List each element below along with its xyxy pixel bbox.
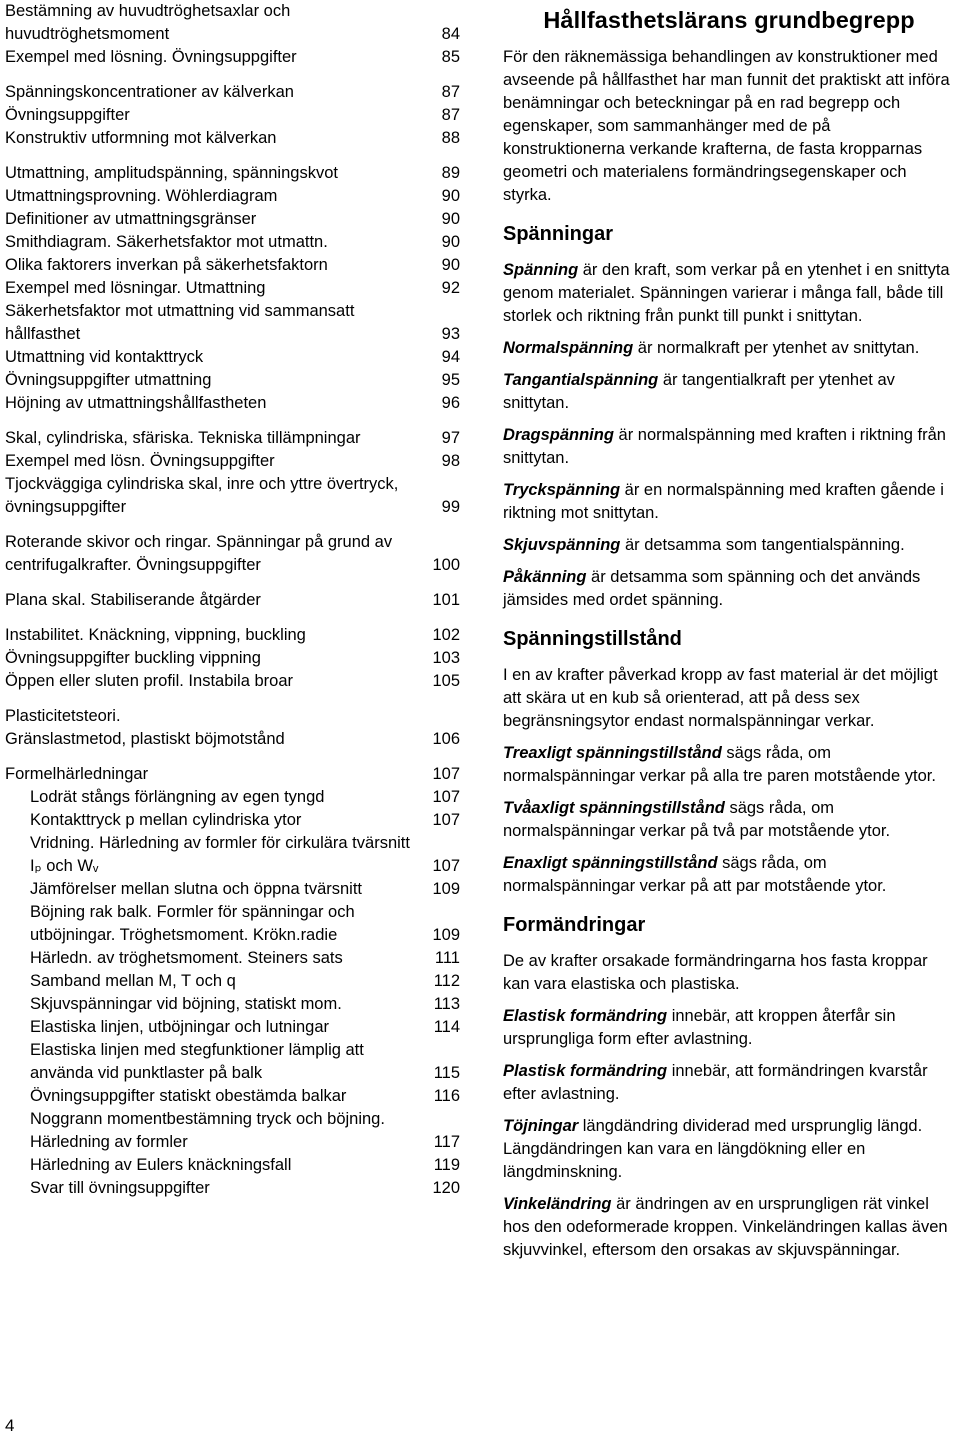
toc-entry — [5, 277, 465, 300]
toc-entry-title: Olika faktorers inverkan på säkerhetsfaktorn — [5, 256, 328, 274]
defined-term: Enaxligt spänningstillstånd — [503, 854, 718, 872]
toc-entry-title: Instabilitet. Knäckning, vippning, buckling — [5, 626, 306, 644]
toc-entry-page: 119 — [433, 1156, 460, 1174]
toc-entry — [5, 0, 465, 46]
definition-text: längdändring dividerad med ursprunglig längd. Längdändringen kan vara en längdökning eller en längdminskning. — [503, 1117, 923, 1181]
toc-entry-page: 114 — [433, 1018, 460, 1036]
defined-term: Tryckspänning — [503, 481, 621, 499]
defined-term: Tangantialspänning — [503, 371, 659, 389]
definition-text: är en normalspänning med kraften gående i riktning mot snittytan. — [503, 481, 944, 522]
toc-entry — [5, 346, 465, 369]
paragraph — [503, 1005, 955, 1051]
toc-entry-title: Övningsuppgifter buckling vippning — [5, 649, 261, 667]
toc-gap — [5, 693, 465, 705]
toc-entry-title: Jämförelser mellan slutna och öppna tvärsnitt — [30, 880, 362, 898]
toc-entry-page: 100 — [432, 556, 460, 574]
toc-entry-page: 85 — [441, 48, 460, 66]
toc-entry-title: Plasticitetsteori. — [5, 707, 121, 725]
toc-entry — [5, 231, 465, 254]
section-heading: Spänningar — [503, 223, 614, 245]
paragraph — [503, 1060, 955, 1106]
toc-entry — [5, 185, 465, 208]
toc-entry-page: 111 — [434, 949, 460, 967]
defined-term: Treaxligt spänningstillstånd — [503, 744, 722, 762]
toc-gap — [5, 415, 465, 427]
page-title: Hållfasthetslärans grundbegrepp — [543, 7, 915, 33]
toc-entry-title: Elastiska linjen, utböjningar och lutningar — [30, 1018, 330, 1036]
toc-entry — [5, 763, 465, 786]
defined-term: Skjuvspänning — [503, 536, 621, 554]
toc-entry-title: Härledn. av tröghetsmoment. Steiners sats — [30, 949, 343, 967]
toc-entry — [5, 832, 465, 878]
toc-entry — [5, 809, 465, 832]
paragraph — [503, 566, 955, 612]
toc-entry-title: Spänningskoncentrationer av kälverkan — [5, 83, 294, 101]
toc-entry-page: 93 — [441, 325, 460, 343]
toc-entry — [5, 705, 465, 728]
toc-entry-page: 109 — [432, 926, 460, 944]
text-column — [503, 0, 955, 1271]
toc-gap — [5, 577, 465, 589]
defined-term: Dragspänning — [503, 426, 614, 444]
toc-entry — [5, 300, 465, 346]
toc-entry — [5, 254, 465, 277]
toc-entry — [5, 473, 465, 519]
paragraph — [503, 852, 955, 898]
toc-entry-page: 112 — [433, 972, 460, 990]
toc-entry-page: 97 — [441, 429, 460, 447]
toc-entry — [5, 589, 465, 612]
toc-entry-page: 90 — [441, 187, 460, 205]
defined-term: Normalspänning — [503, 339, 634, 357]
paragraph: De av krafter orsakade formändringarna hos fasta kroppar kan vara elastiska och plastiska. — [503, 952, 928, 993]
toc-entry — [5, 993, 465, 1016]
toc-entry-title: Smithdiagram. Säkerhetsfaktor mot utmattn. — [5, 233, 328, 251]
toc-entry-page: 107 — [432, 857, 460, 875]
toc-entry — [5, 647, 465, 670]
defined-term: Tvåaxligt spänningstillstånd — [503, 799, 725, 817]
toc-entry-title: Skal, cylindriska, sfäriska. Tekniska tillämpningar — [5, 429, 361, 447]
toc-entry-page: 107 — [432, 788, 460, 806]
toc-entry — [5, 127, 465, 150]
toc-entry — [5, 1177, 465, 1200]
definition-text: är normalkraft per ytenhet av snittytan. — [633, 339, 920, 357]
toc-entry-title: Öppen eller sluten profil. Instabila broar — [5, 672, 293, 690]
toc-entry-page: 106 — [432, 730, 460, 748]
toc-entry-title: Elastiska linjen med stegfunktioner lämplig att använda vid punktlaster på balk — [30, 1041, 364, 1082]
toc-gap — [5, 519, 465, 531]
toc-entry-page: 101 — [432, 591, 460, 609]
toc-entry-page: 107 — [432, 811, 460, 829]
toc-entry-title: Exempel med lösningar. Utmattning — [5, 279, 266, 297]
toc-entry-page: 120 — [432, 1179, 460, 1197]
toc-entry — [5, 531, 465, 577]
paragraph: I en av krafter påverkad kropp av fast material är det möjligt att skära ut en kub så orienterad, att på dess sex begränsningsytor endast normalspänningar verkar. — [503, 666, 938, 730]
definition-text: innebär, att formändringen kvarstår efter avlastning. — [503, 1062, 928, 1103]
toc-entry-title: Böjning rak balk. Formler för spänningar och utböjningar. Tröghetsmoment. Krökn.radie — [30, 903, 355, 944]
toc-entry-title: Exempel med lösn. Övningsuppgifter — [5, 452, 275, 470]
toc-entry-page: 113 — [433, 995, 460, 1013]
toc-entry — [5, 81, 465, 104]
paragraph — [503, 534, 955, 557]
paragraph — [503, 1193, 955, 1262]
defined-term: Plastisk formändring — [503, 1062, 668, 1080]
toc-entry-title: Skjuvspänningar vid böjning, statiskt mom. — [30, 995, 342, 1013]
paragraph — [503, 424, 955, 470]
toc-entry-title: Härledning av Eulers knäckningsfall — [30, 1156, 292, 1174]
toc-entry — [5, 208, 465, 231]
toc-entry-page: 115 — [433, 1064, 460, 1082]
toc-entry-title: Lodrät stångs förlängning av egen tyngd — [30, 788, 325, 806]
toc-entry-page: 88 — [441, 129, 460, 147]
toc-entry-title: Övningsuppgifter — [5, 106, 130, 124]
definition-text: är normalspänning med kraften i riktning från snittytan. — [503, 426, 946, 467]
definition-text: är den kraft, som verkar på en ytenhet i en snittyta genom materialet. Spänningen varierar i många fall, både till storlek och riktning från punkt till punkt i snittytan. — [503, 261, 950, 325]
toc-entry-title: Tjockväggiga cylindriska skal, inre och yttre övertryck, övningsuppgifter — [5, 475, 399, 516]
toc-entry-page: 107 — [432, 765, 460, 783]
paragraph — [503, 797, 955, 843]
toc-gap — [5, 150, 465, 162]
paragraph — [503, 259, 955, 328]
toc-entry-page: 116 — [433, 1087, 460, 1105]
paragraph — [503, 1115, 955, 1184]
toc-entry-title: Vridning. Härledning av formler för cirkulära tvärsnitt Iₚ och Wᵥ — [30, 834, 410, 875]
toc-entry — [5, 947, 465, 970]
toc-entry-page: 94 — [441, 348, 460, 366]
toc-entry — [5, 670, 465, 693]
toc-gap — [5, 751, 465, 763]
defined-term: Töjningar — [503, 1117, 579, 1135]
toc-entry — [5, 1108, 465, 1154]
toc-entry-title: Utmattning vid kontakttryck — [5, 348, 204, 366]
toc-entry-page: 109 — [432, 880, 460, 898]
toc-entry — [5, 392, 465, 415]
toc-entry — [5, 786, 465, 809]
toc-entry — [5, 104, 465, 127]
toc-entry-page: 102 — [432, 626, 460, 644]
toc-entry-page: 90 — [441, 256, 460, 274]
toc-entry — [5, 1039, 465, 1085]
toc-entry-title: Utmattning, amplitudspänning, spänningskvot — [5, 164, 338, 182]
paragraph — [503, 479, 955, 525]
section-heading: Spänningstillstånd — [503, 628, 682, 650]
definition-text: sägs råda, om normalspänningar verkar på två par motstående ytor. — [503, 799, 891, 840]
paragraph — [503, 369, 955, 415]
toc-entry-page: 103 — [432, 649, 460, 667]
definition-text: är ändringen av en ursprungligen rät vinkel hos den odeformerade kroppen. Vinkeländringen kallas även skjuvvinkel, eftersom den orsakas av skjuvspänningar. — [503, 1195, 948, 1259]
toc-entry — [5, 728, 465, 751]
toc-entry-page: 92 — [441, 279, 460, 297]
definition-text: är detsamma som tangentialspänning. — [620, 536, 905, 554]
toc-gap — [5, 612, 465, 624]
toc-entry — [5, 878, 465, 901]
paragraph — [503, 742, 955, 788]
toc-entry — [5, 162, 465, 185]
toc-entry-page: 90 — [441, 233, 460, 251]
toc-entry-title: Noggrann momentbestämning tryck och böjning. Härledning av formler — [30, 1110, 385, 1151]
definition-text: innebär, att kroppen återfår sin ursprungliga form efter avlastning. — [503, 1007, 896, 1048]
toc-entry-page: 90 — [441, 210, 460, 228]
toc-entry-page: 95 — [441, 371, 460, 389]
toc-entry — [5, 450, 465, 473]
paragraph: För den räknemässiga behandlingen av konstruktioner med avseende på hållfasthet har man funnit det praktiskt att införa benämningar och beteckningar på en rad begrepp och egenskaper, som sammanhänger med de på konstruktionerna verkande krafterna, de fasta kropparnas geometri och materialens formändringsegenskaper och styrka. — [503, 48, 950, 204]
table-of-contents — [5, 0, 465, 1200]
toc-entry-title: Utmattningsprovning. Wöhlerdiagram — [5, 187, 278, 205]
toc-entry-title: Definitioner av utmattningsgränser — [5, 210, 257, 228]
toc-entry-page: 87 — [441, 106, 460, 124]
toc-entry-title: Kontakttryck p mellan cylindriska ytor — [30, 811, 302, 829]
paragraph — [503, 337, 955, 360]
definition-text: sägs råda, om normalspänningar verkar på att par motstående ytor. — [503, 854, 887, 895]
toc-entry-title: Svar till övningsuppgifter — [30, 1179, 210, 1197]
toc-entry-title: Övningsuppgifter utmattning — [5, 371, 212, 389]
toc-entry-page: 89 — [441, 164, 460, 182]
toc-entry — [5, 624, 465, 647]
toc-entry-title: Säkerhetsfaktor mot utmattning vid sammansatt hållfasthet — [5, 302, 355, 343]
toc-entry-title: Bestämning av huvudtröghetsaxlar och huvudtröghetsmoment — [5, 2, 291, 43]
toc-entry-title: Höjning av utmattningshållfastheten — [5, 394, 267, 412]
toc-entry-page: 87 — [441, 83, 460, 101]
toc-entry — [5, 1016, 465, 1039]
page-number: 4 — [5, 1416, 15, 1435]
definition-text: är tangentialkraft per ytenhet av snittytan. — [503, 371, 895, 412]
toc-entry-title: Övningsuppgifter statiskt obestämda balkar — [30, 1087, 347, 1105]
toc-entry-title: Formelhärledningar — [5, 765, 149, 783]
toc-entry — [5, 970, 465, 993]
toc-entry-page: 117 — [433, 1133, 460, 1151]
toc-entry-page: 96 — [441, 394, 460, 412]
toc-entry-title: Gränslastmetod, plastiskt böjmotstånd — [5, 730, 285, 748]
toc-entry — [5, 46, 465, 69]
toc-entry-page: 105 — [432, 672, 460, 690]
toc-entry-page: 84 — [441, 25, 460, 43]
toc-entry-title: Roterande skivor och ringar. Spänningar på grund av centrifugalkrafter. Övningsuppgifter — [5, 533, 393, 574]
toc-entry — [5, 901, 465, 947]
toc-entry-title: Samband mellan M, T och q — [30, 972, 236, 990]
toc-entry — [5, 369, 465, 392]
defined-term: Spänning — [503, 261, 579, 279]
toc-entry-title: Exempel med lösning. Övningsuppgifter — [5, 48, 297, 66]
definition-text: sägs råda, om normalspänningar verkar på alla tre paren motstående ytor. — [503, 744, 936, 785]
defined-term: Vinkeländring — [503, 1195, 612, 1213]
toc-entry-title: Plana skal. Stabiliserande åtgärder — [5, 591, 261, 609]
toc-gap — [5, 69, 465, 81]
toc-entry — [5, 1154, 465, 1177]
definition-text: är detsamma som spänning och det används jämsides med ordet spänning. — [503, 568, 921, 609]
toc-entry-page: 99 — [441, 498, 460, 516]
defined-term: Påkänning — [503, 568, 587, 586]
toc-entry — [5, 427, 465, 450]
toc-entry-page: 98 — [441, 452, 460, 470]
defined-term: Elastisk formändring — [503, 1007, 668, 1025]
toc-entry-title: Konstruktiv utformning mot kälverkan — [5, 129, 277, 147]
toc-entry — [5, 1085, 465, 1108]
section-heading: Formändringar — [503, 914, 646, 936]
